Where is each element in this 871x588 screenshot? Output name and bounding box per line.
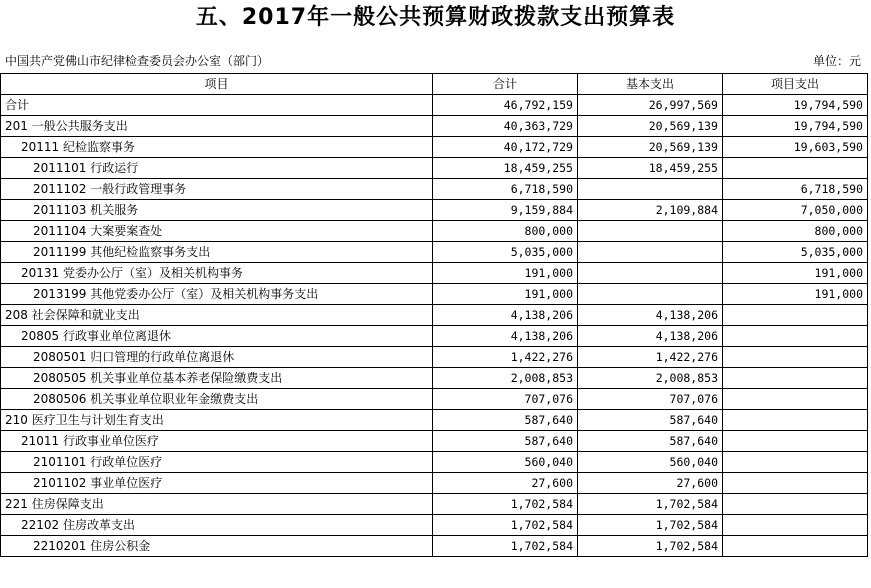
- basic-cell: 707,076: [578, 389, 723, 410]
- total-cell: 587,640: [433, 410, 578, 431]
- project-cell: 19,603,590: [723, 137, 868, 158]
- basic-cell: 18,459,255: [578, 158, 723, 179]
- project-cell: 800,000: [723, 221, 868, 242]
- item-name-cell: 2080501 归口管理的行政单位离退休: [1, 347, 433, 368]
- item-name-cell: 2011104 大案要案查处: [1, 221, 433, 242]
- table-row: [1, 263, 868, 284]
- total-cell: 1,702,584: [433, 494, 578, 515]
- total-cell: 1,702,584: [433, 515, 578, 536]
- project-cell: [723, 410, 868, 431]
- item-name-cell: 221 住房保障支出: [1, 494, 433, 515]
- table-row: [1, 389, 868, 410]
- table-header: [1, 74, 868, 95]
- table-row: [1, 452, 868, 473]
- total-cell: 191,000: [433, 263, 578, 284]
- basic-cell: 20,569,139: [578, 137, 723, 158]
- table-row: [1, 200, 868, 221]
- table-body: [1, 95, 868, 557]
- total-cell: 5,035,000: [433, 242, 578, 263]
- project-cell: [723, 536, 868, 557]
- project-cell: [723, 494, 868, 515]
- item-name-cell: 2080505 机关事业单位基本养老保险缴费支出: [1, 368, 433, 389]
- project-cell: [723, 158, 868, 179]
- total-cell: 40,363,729: [433, 116, 578, 137]
- total-cell: 1,422,276: [433, 347, 578, 368]
- item-name-cell: 2101101 行政单位医疗: [1, 452, 433, 473]
- basic-cell: [578, 221, 723, 242]
- total-cell: 40,172,729: [433, 137, 578, 158]
- item-name-cell: 208 社会保障和就业支出: [1, 305, 433, 326]
- project-cell: 191,000: [723, 263, 868, 284]
- item-name-cell: 合计: [1, 95, 433, 116]
- table-row: [1, 116, 868, 137]
- table-row: [1, 326, 868, 347]
- project-cell: [723, 431, 868, 452]
- unit-label: 单位：元: [812, 54, 861, 68]
- total-cell: 191,000: [433, 284, 578, 305]
- basic-cell: 1,702,584: [578, 515, 723, 536]
- page-title: 五、2017年一般公共预算财政拨款支出预算表: [195, 5, 676, 30]
- item-name-cell: 2011199 其他纪检监察事务支出: [1, 242, 433, 263]
- basic-cell: 560,040: [578, 452, 723, 473]
- basic-cell: 26,997,569: [578, 95, 723, 116]
- basic-cell: 1,702,584: [578, 536, 723, 557]
- table-row: [1, 347, 868, 368]
- total-cell: 4,138,206: [433, 305, 578, 326]
- table-row: [1, 179, 868, 200]
- item-name-cell: 20111 纪检监察事务: [1, 137, 433, 158]
- table-row: [1, 158, 868, 179]
- item-name-cell: 22102 住房改革支出: [1, 515, 433, 536]
- basic-cell: 20,569,139: [578, 116, 723, 137]
- item-name-cell: 21011 行政事业单位医疗: [1, 431, 433, 452]
- basic-cell: 27,600: [578, 473, 723, 494]
- basic-cell: 587,640: [578, 410, 723, 431]
- total-cell: 587,640: [433, 431, 578, 452]
- total-cell: 46,792,159: [433, 95, 578, 116]
- table-row: [1, 95, 868, 116]
- total-cell: 560,040: [433, 452, 578, 473]
- item-name-cell: 2101102 事业单位医疗: [1, 473, 433, 494]
- table-row: [1, 305, 868, 326]
- item-name-cell: 2011101 行政运行: [1, 158, 433, 179]
- item-name-cell: 210 医疗卫生与计划生育支出: [1, 410, 433, 431]
- table-row: [1, 515, 868, 536]
- project-cell: 5,035,000: [723, 242, 868, 263]
- header-item: 项目: [1, 74, 433, 95]
- basic-cell: 1,422,276: [578, 347, 723, 368]
- basic-cell: 4,138,206: [578, 326, 723, 347]
- basic-cell: [578, 263, 723, 284]
- project-cell: [723, 515, 868, 536]
- basic-cell: 2,008,853: [578, 368, 723, 389]
- project-cell: 19,794,590: [723, 95, 868, 116]
- basic-cell: 2,109,884: [578, 200, 723, 221]
- basic-cell: 587,640: [578, 431, 723, 452]
- header-row: [1, 74, 868, 95]
- table-row: [1, 473, 868, 494]
- table-row: [1, 431, 868, 452]
- project-cell: [723, 305, 868, 326]
- project-cell: [723, 368, 868, 389]
- project-cell: 6,718,590: [723, 179, 868, 200]
- total-cell: 18,459,255: [433, 158, 578, 179]
- total-cell: 4,138,206: [433, 326, 578, 347]
- basic-cell: [578, 179, 723, 200]
- department-label: 中国共产党佛山市纪律检查委员会办公室（部门）: [5, 54, 270, 68]
- total-cell: 2,008,853: [433, 368, 578, 389]
- total-cell: 707,076: [433, 389, 578, 410]
- item-name-cell: 2210201 住房公积金: [1, 536, 433, 557]
- project-cell: [723, 347, 868, 368]
- item-name-cell: 2013199 其他党委办公厅（室）及相关机构事务支出: [1, 284, 433, 305]
- item-name-cell: 2080506 机关事业单位职业年金缴费支出: [1, 389, 433, 410]
- table-row: [1, 410, 868, 431]
- item-name-cell: 20805 行政事业单位离退休: [1, 326, 433, 347]
- basic-cell: 4,138,206: [578, 305, 723, 326]
- table-row: [1, 284, 868, 305]
- project-cell: [723, 389, 868, 410]
- project-cell: [723, 326, 868, 347]
- basic-cell: 1,702,584: [578, 494, 723, 515]
- project-cell: 7,050,000: [723, 200, 868, 221]
- item-name-cell: 2011102 一般行政管理事务: [1, 179, 433, 200]
- total-cell: 9,159,884: [433, 200, 578, 221]
- table-row: [1, 494, 868, 515]
- project-cell: 19,794,590: [723, 116, 868, 137]
- header-project: 项目支出: [723, 74, 868, 95]
- project-cell: [723, 452, 868, 473]
- budget-table: [0, 73, 868, 557]
- table-row: [1, 137, 868, 158]
- total-cell: 1,702,584: [433, 536, 578, 557]
- basic-cell: [578, 242, 723, 263]
- project-cell: [723, 473, 868, 494]
- table-row: [1, 368, 868, 389]
- item-name-cell: 2011103 机关服务: [1, 200, 433, 221]
- total-cell: 6,718,590: [433, 179, 578, 200]
- total-cell: 800,000: [433, 221, 578, 242]
- table-row: [1, 536, 868, 557]
- total-cell: 27,600: [433, 473, 578, 494]
- table-row: [1, 221, 868, 242]
- project-cell: 191,000: [723, 284, 868, 305]
- basic-cell: [578, 284, 723, 305]
- item-name-cell: 201 一般公共服务支出: [1, 116, 433, 137]
- header-total: 合计: [433, 74, 578, 95]
- item-name-cell: 20131 党委办公厅（室）及相关机构事务: [1, 263, 433, 284]
- table-row: [1, 242, 868, 263]
- header-basic: 基本支出: [578, 74, 723, 95]
